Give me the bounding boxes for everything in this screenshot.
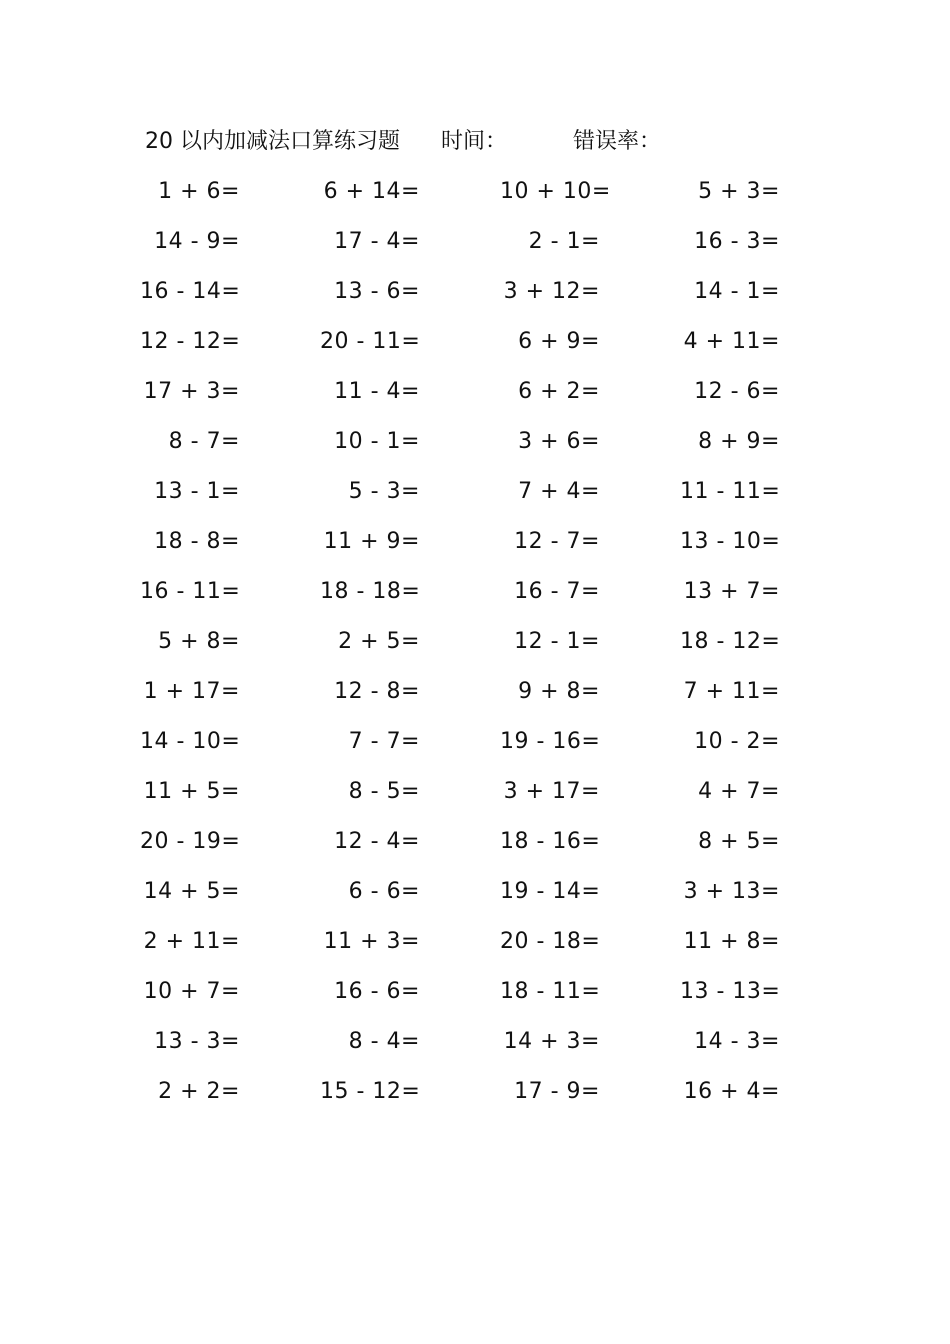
problem-row xyxy=(0,1072,950,1112)
problem-cell: 8 - 4= xyxy=(348,1029,420,1054)
problem-cell: 9 + 8= xyxy=(518,679,600,704)
problem-cell: 18 - 12= xyxy=(680,629,781,654)
problem-cell: 14 - 9= xyxy=(154,229,240,254)
problem-cell: 12 - 6= xyxy=(694,379,780,404)
problem-cell: 11 + 9= xyxy=(323,529,420,554)
problem-cell: 19 - 14= xyxy=(500,879,601,904)
problem-cell: 2 - 1= xyxy=(528,229,600,254)
problem-row xyxy=(0,272,950,312)
problem-row xyxy=(0,822,950,862)
problem-cell: 4 + 7= xyxy=(698,779,780,804)
problem-cell: 20 - 11= xyxy=(320,329,421,354)
error-rate-label: 错误率： xyxy=(573,129,662,154)
problem-cell: 4 + 11= xyxy=(683,329,780,354)
problem-cell: 8 - 5= xyxy=(348,779,420,804)
problem-cell: 12 - 8= xyxy=(334,679,420,704)
problem-cell: 12 - 7= xyxy=(514,529,600,554)
problem-cell: 2 + 5= xyxy=(338,629,420,654)
problem-row xyxy=(0,572,950,612)
problem-cell: 19 - 16= xyxy=(500,729,601,754)
problem-cell: 17 + 3= xyxy=(143,379,240,404)
problem-cell: 18 - 16= xyxy=(500,829,601,854)
problem-row xyxy=(0,772,950,812)
problem-row xyxy=(0,622,950,662)
problem-cell: 1 + 6= xyxy=(158,179,240,204)
problem-cell: 13 - 13= xyxy=(680,979,781,1004)
problem-cell: 14 - 3= xyxy=(694,1029,780,1054)
problem-cell: 12 - 4= xyxy=(334,829,420,854)
problem-cell: 18 - 11= xyxy=(500,979,601,1004)
problem-row xyxy=(0,1022,950,1062)
problem-cell: 6 + 9= xyxy=(518,329,600,354)
problem-cell: 15 - 12= xyxy=(320,1079,421,1104)
problem-cell: 14 + 3= xyxy=(503,1029,600,1054)
problem-cell: 10 - 1= xyxy=(334,429,420,454)
problem-row xyxy=(0,422,950,462)
problem-row xyxy=(0,722,950,762)
problem-cell: 11 - 4= xyxy=(334,379,420,404)
problem-cell: 13 - 1= xyxy=(154,479,240,504)
problem-cell: 11 + 3= xyxy=(323,929,420,954)
problem-row xyxy=(0,222,950,262)
problem-cell: 13 - 6= xyxy=(334,279,420,304)
problem-cell: 16 + 4= xyxy=(683,1079,780,1104)
time-label: 时间： xyxy=(441,129,508,154)
problem-row xyxy=(0,522,950,562)
problem-cell: 7 + 4= xyxy=(518,479,600,504)
problem-cell: 7 - 7= xyxy=(348,729,420,754)
problem-row xyxy=(0,672,950,712)
problem-grid xyxy=(0,172,950,1132)
problem-cell: 10 + 7= xyxy=(143,979,240,1004)
problem-cell: 12 - 1= xyxy=(514,629,600,654)
problem-cell: 16 - 3= xyxy=(694,229,780,254)
problem-cell: 2 + 11= xyxy=(143,929,240,954)
problem-cell: 3 + 12= xyxy=(503,279,600,304)
problem-cell: 11 + 8= xyxy=(683,929,780,954)
problem-cell: 5 - 3= xyxy=(348,479,420,504)
problem-row xyxy=(0,322,950,362)
problem-cell: 1 + 17= xyxy=(143,679,240,704)
problem-cell: 18 - 8= xyxy=(154,529,240,554)
problem-cell: 3 + 17= xyxy=(503,779,600,804)
problem-row xyxy=(0,972,950,1012)
problem-cell: 20 - 18= xyxy=(500,929,601,954)
problem-cell: 13 - 3= xyxy=(154,1029,240,1054)
problem-cell: 14 + 5= xyxy=(143,879,240,904)
problem-cell: 13 - 10= xyxy=(680,529,781,554)
problem-cell: 17 - 4= xyxy=(334,229,420,254)
problem-cell: 11 - 11= xyxy=(680,479,781,504)
problem-cell: 13 + 7= xyxy=(683,579,780,604)
problem-cell: 7 + 11= xyxy=(683,679,780,704)
problem-row xyxy=(0,922,950,962)
problem-cell: 5 + 8= xyxy=(158,629,240,654)
problem-cell: 3 + 6= xyxy=(518,429,600,454)
problem-cell: 20 - 19= xyxy=(140,829,241,854)
problem-cell: 8 - 7= xyxy=(168,429,240,454)
problem-cell: 12 - 12= xyxy=(140,329,241,354)
problem-cell: 14 - 10= xyxy=(140,729,241,754)
problem-cell: 8 + 5= xyxy=(698,829,780,854)
problem-cell: 11 + 5= xyxy=(143,779,240,804)
problem-row xyxy=(0,372,950,412)
problem-cell: 10 - 2= xyxy=(694,729,780,754)
problem-cell: 2 + 2= xyxy=(158,1079,240,1104)
problem-cell: 18 - 18= xyxy=(320,579,421,604)
problem-cell: 6 - 6= xyxy=(348,879,420,904)
problem-cell: 14 - 1= xyxy=(694,279,780,304)
problem-cell: 5 + 3= xyxy=(698,179,780,204)
problem-cell: 8 + 9= xyxy=(698,429,780,454)
worksheet-header xyxy=(145,124,845,160)
problem-cell: 6 + 2= xyxy=(518,379,600,404)
problem-cell: 16 - 6= xyxy=(334,979,420,1004)
problem-cell: 16 - 14= xyxy=(140,279,241,304)
worksheet-title: 20 以内加减法口算练习题 xyxy=(145,129,400,154)
problem-row xyxy=(0,172,950,212)
problem-cell: 17 - 9= xyxy=(514,1079,600,1104)
problem-cell: 6 + 14= xyxy=(323,179,420,204)
problem-cell: 10 + 10= xyxy=(500,179,611,204)
problem-row xyxy=(0,872,950,912)
problem-cell: 16 - 11= xyxy=(140,579,241,604)
problem-cell: 3 + 13= xyxy=(683,879,780,904)
problem-row xyxy=(0,472,950,512)
problem-cell: 16 - 7= xyxy=(514,579,600,604)
